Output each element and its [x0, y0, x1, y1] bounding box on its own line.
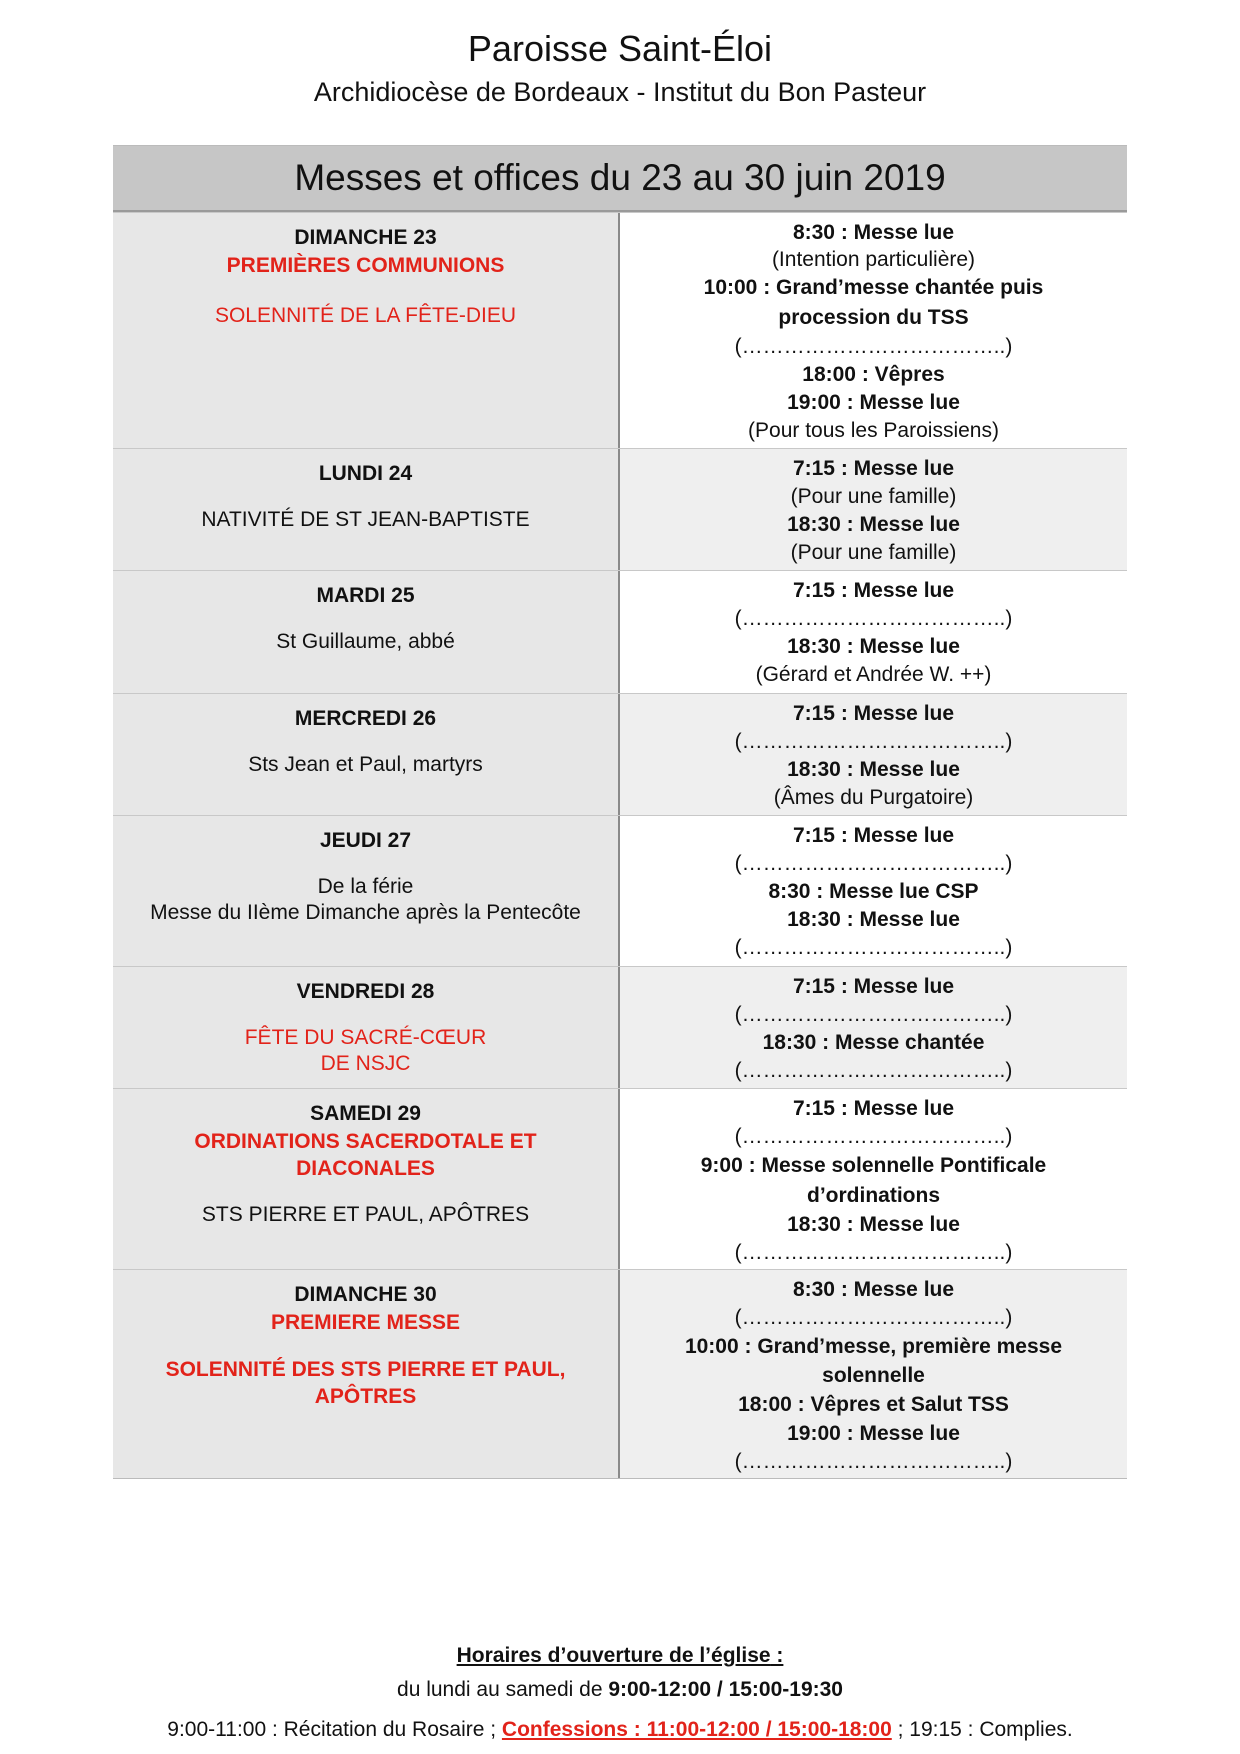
day-label: LUNDI 24	[318, 462, 413, 485]
feast-label: STS PIERRE ET PAUL, APÔTRES	[201, 1203, 530, 1226]
special-event: PREMIERE MESSE	[270, 1311, 461, 1334]
feast-label: SOLENNITÉ DES STS PIERRE ET PAUL,	[165, 1358, 566, 1381]
day-label: MERCREDI 26	[294, 707, 437, 730]
intention-line: (………………………………..)	[734, 852, 1013, 875]
parish-subtitle: Archidiocèse de Bordeaux - Institut du Bon Pasteur	[313, 77, 927, 107]
intention-line: (Pour une famille)	[790, 485, 957, 508]
time-line: 7:15 : Messe lue	[792, 702, 955, 725]
day-label: SAMEDI 29	[310, 1102, 421, 1125]
day-cell	[113, 694, 620, 815]
time-line: 19:00 : Messe lue	[787, 391, 960, 414]
schedule-row	[113, 570, 1127, 693]
day-cell	[113, 816, 620, 966]
day-cell	[113, 213, 620, 448]
time-line-continued: solennelle	[822, 1364, 925, 1387]
schedule-row	[113, 1269, 1127, 1478]
intention-line: (………………………………..)	[734, 1125, 1013, 1148]
schedule-table	[113, 145, 1127, 1479]
schedule-title: Messes et offices du 23 au 30 juin 2019	[113, 146, 1127, 212]
time-line: 8:30 : Messe lue	[792, 221, 955, 244]
time-line: 10:00 : Grand’messe, première messe	[684, 1335, 1063, 1358]
day-label: JEUDI 27	[319, 829, 412, 852]
times-cell	[620, 449, 1127, 570]
time-line: 7:15 : Messe lue	[792, 975, 955, 998]
time-line: 18:30 : Messe lue	[787, 635, 960, 658]
feast-label: St Guillaume, abbé	[276, 630, 455, 653]
schedule-row	[113, 212, 1127, 448]
day-cell	[113, 449, 620, 570]
opening-hours-line: du lundi au samedi de 9:00-12:00 / 15:00-19:30	[397, 1678, 843, 1701]
times-cell	[620, 1089, 1127, 1269]
time-line: 18:30 : Messe lue	[787, 513, 960, 536]
opening-hours-heading: Horaires d’ouverture de l’église :	[456, 1644, 784, 1667]
day-cell	[113, 967, 620, 1088]
time-line: 19:00 : Messe lue	[787, 1422, 960, 1445]
time-line: 18:30 : Messe chantée	[762, 1031, 985, 1054]
times-cell	[620, 816, 1127, 966]
time-line: 10:00 : Grand’messe chantée puis	[703, 276, 1044, 299]
intention-line: (………………………………..)	[734, 936, 1013, 959]
time-line: 8:30 : Messe lue CSP	[768, 880, 979, 903]
day-label: DIMANCHE 23	[294, 226, 437, 249]
feast-label: FÊTE DU SACRÉ-CŒUR	[244, 1026, 487, 1049]
intention-line: (Âmes du Purgatoire)	[773, 786, 974, 809]
intention-line: (………………………………..)	[734, 1241, 1013, 1264]
intention-line: (Pour une famille)	[790, 541, 957, 564]
time-line: 8:30 : Messe lue	[792, 1278, 955, 1301]
time-line: 18:00 : Vêpres et Salut TSS	[738, 1393, 1009, 1416]
schedule-row	[113, 448, 1127, 570]
schedule-row	[113, 693, 1127, 815]
day-cell	[113, 1089, 620, 1269]
time-line: 9:00 : Messe solennelle Pontificale	[700, 1154, 1047, 1177]
times-cell	[620, 967, 1127, 1088]
time-line: 7:15 : Messe lue	[792, 457, 955, 480]
time-line-continued: procession du TSS	[778, 306, 969, 329]
times-cell	[620, 1270, 1127, 1478]
special-event: PREMIÈRES COMMUNIONS	[226, 254, 505, 277]
feast-label-2: DE NSJC	[320, 1052, 411, 1075]
intention-line: (Intention particulière)	[771, 248, 976, 271]
time-line: 18:30 : Messe lue	[787, 908, 960, 931]
daily-offices-line: 9:00-11:00 : Récitation du Rosaire ; Confessions : 11:00-12:00 / 15:00-18:00 ; 19:15 : Complies.	[167, 1718, 1073, 1741]
special-event: ORDINATIONS SACERDOTALE ET	[194, 1130, 537, 1153]
time-line: 18:30 : Messe lue	[787, 758, 960, 781]
time-line: 7:15 : Messe lue	[792, 579, 955, 602]
intention-line: (Pour tous les Paroissiens)	[748, 419, 999, 442]
times-cell	[620, 213, 1127, 448]
time-line: 7:15 : Messe lue	[792, 1097, 955, 1120]
time-line-continued: d’ordinations	[807, 1184, 940, 1207]
intention-line: (………………………………..)	[734, 1003, 1013, 1026]
schedule-row	[113, 1088, 1127, 1269]
feast-label: SOLENNITÉ DE LA FÊTE-DIEU	[214, 304, 517, 327]
feast-label: De la férie	[317, 875, 414, 898]
special-event-2: DIACONALES	[296, 1157, 435, 1180]
time-line: 18:30 : Messe lue	[787, 1213, 960, 1236]
feast-label: NATIVITÉ DE ST JEAN-BAPTISTE	[201, 508, 530, 531]
parish-title: Paroisse Saint-Éloi	[467, 28, 773, 69]
intention-line: (………………………………..)	[734, 335, 1013, 358]
day-label: VENDREDI 28	[296, 980, 435, 1003]
day-cell	[113, 571, 620, 693]
schedule-row	[113, 815, 1127, 966]
times-cell	[620, 694, 1127, 815]
time-line: 7:15 : Messe lue	[792, 824, 955, 847]
intention-line: (Gérard et Andrée W. ++)	[755, 663, 992, 686]
footer	[0, 1640, 1240, 1746]
times-cell	[620, 571, 1127, 693]
intention-line: (………………………………..)	[734, 1059, 1013, 1082]
feast-label: Sts Jean et Paul, martyrs	[248, 753, 483, 776]
intention-line: (………………………………..)	[734, 1450, 1013, 1473]
intention-line: (………………………………..)	[734, 730, 1013, 753]
confessions-times: Confessions : 11:00-12:00 / 15:00-18:00	[501, 1718, 892, 1741]
intention-line: (………………………………..)	[734, 607, 1013, 630]
feast-label-2: APÔTRES	[314, 1385, 417, 1408]
day-label: MARDI 25	[316, 584, 415, 607]
day-label: DIMANCHE 30	[294, 1283, 437, 1306]
schedule-row	[113, 966, 1127, 1088]
feast-label-2: Messe du IIème Dimanche après la Pentecôte	[150, 901, 581, 924]
time-line: 18:00 : Vêpres	[802, 363, 945, 386]
intention-line: (………………………………..)	[734, 1306, 1013, 1329]
page-header	[0, 24, 1240, 110]
day-cell	[113, 1270, 620, 1478]
